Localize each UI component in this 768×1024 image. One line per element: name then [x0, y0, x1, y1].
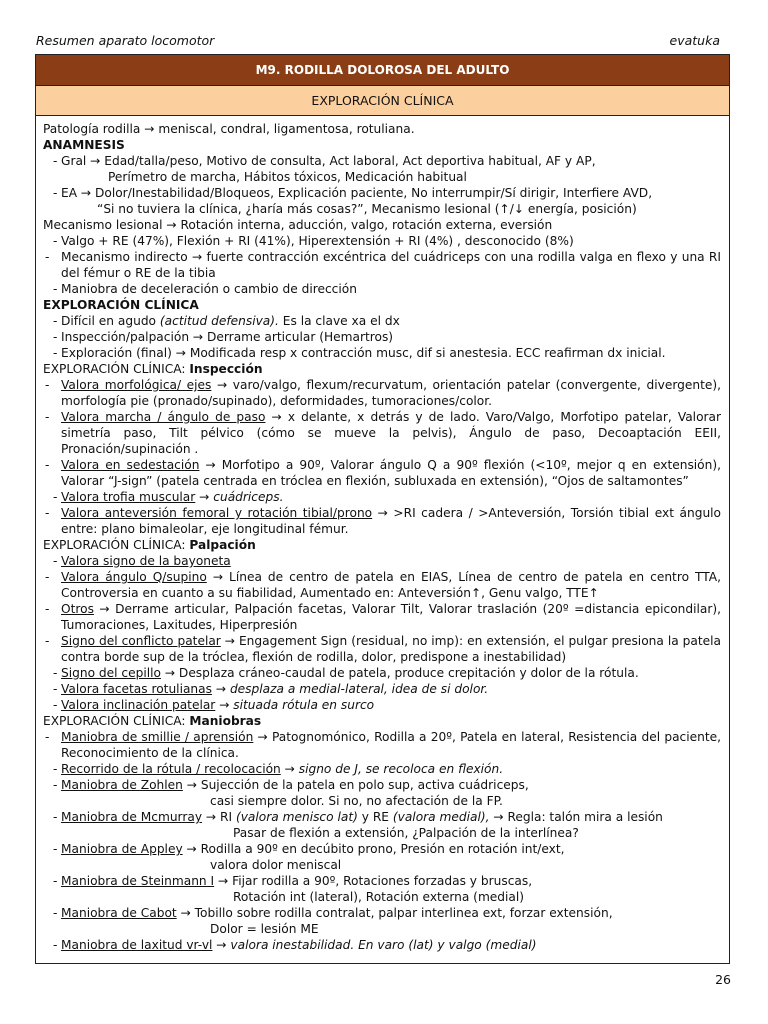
list-item: - Difícil en agudo (actitud defensiva). Es la clave xa el dx: [53, 314, 400, 328]
list-item: - Maniobra de laxitud vr-vl → valora inestabilidad. En varo (lat) y valgo (medial): [53, 938, 537, 952]
list-item: - Gral → Edad/talla/peso, Motivo de consulta, Act laboral, Act deportiva habitual, AF y AP,: [53, 154, 596, 168]
list-item: - Valora ángulo Q/supino → Línea de centro de patela en EIAS, Línea de centro de patela en centro TTA, Controversia en cuanto a su fiabilidad, Aumentado en: Anteversión↑, Genu valgo, TTE↑: [45, 570, 721, 600]
list-item: - Inspección/palpación → Derrame articular (Hemartros): [53, 330, 394, 344]
heading-anamnesis: ANAMNESIS: [43, 138, 125, 152]
list-item: - Valora anteversión femoral y rotación tibial/prono → >RI cadera / >Anteversión, Torsión tibial ext ángulo entre: plano bimaleolar, eje longitudinal fémur.: [45, 506, 722, 536]
list-item: - Maniobra de Appley → Rodilla a 90º en decúbito prono, Presión en rotación int/ext,: [53, 842, 565, 856]
section-subtitle: EXPLORACIÓN CLÍNICA: [36, 86, 729, 116]
list-item: - Valora marcha / ángulo de paso → x delante, x detrás y de lado. Varo/Valgo, Morfotipo patelar, Valorar simetría paso, Tilt pélvico (cómo se mueve la pelvis), Ángulo de paso, Decoaptación EEII, Pronación/supinación .: [45, 410, 722, 456]
list-item: - Valora trofia muscular → cuádriceps.: [53, 490, 284, 504]
list-item: - Valgo + RE (47%), Flexión + RI (41%), Hiperextensión + RI (4%) , desconocido (8%): [53, 234, 574, 248]
running-header-author: evatuka: [669, 33, 720, 48]
list-item: - Recorrido de la rótula / recolocación → signo de J, se recoloca en flexión.: [53, 762, 504, 776]
page-number: 26: [715, 972, 731, 987]
list-item-continuation: Rotación int (lateral), Rotación externa (medial): [233, 890, 525, 904]
subheading-palpacion: EXPLORACIÓN CLÍNICA: Palpación: [43, 538, 256, 552]
list-item-continuation: Dolor = lesión ME: [210, 922, 319, 936]
list-item: - Maniobra de Mcmurray → RI (valora menisco lat) y RE (valora medial), → Regla: talón mira a lesión: [53, 810, 663, 824]
list-item-continuation: Perímetro de marcha, Hábitos tóxicos, Medicación habitual: [108, 170, 467, 184]
intro-line: Patología rodilla → meniscal, condral, ligamentosa, rotuliana.: [43, 122, 415, 136]
list-item-continuation: “Si no tuviera la clínica, ¿haría más cosas?”, Mecanismo lesional (↑/↓ energía, posición): [97, 202, 637, 216]
list-item-continuation: valora dolor meniscal: [210, 858, 342, 872]
subheading-inspeccion: EXPLORACIÓN CLÍNICA: Inspección: [43, 362, 263, 376]
running-header-title: Resumen aparato locomotor: [36, 33, 215, 48]
list-item: - EA → Dolor/Inestabilidad/Bloqueos, Explicación paciente, No interrumpir/Sí dirigir, Interfiere AVD,: [53, 186, 653, 200]
list-item: - Maniobra de Zohlen → Sujección de la patela en polo sup, activa cuádriceps,: [53, 778, 529, 792]
section-body: [36, 116, 729, 953]
heading-exploracion: EXPLORACIÓN CLÍNICA: [43, 298, 199, 312]
list-item: - Exploración (final) → Modificada resp x contracción musc, dif si anestesia. ECC reafirman dx inicial.: [53, 346, 666, 360]
list-item: - Mecanismo indirecto → fuerte contracción excéntrica del cuádriceps con una rodilla valga en flexo y una RI del fémur o RE de la tibia: [45, 250, 721, 280]
list-item: - Maniobra de smillie / aprensión → Patognomónico, Rodilla a 20º, Patela en lateral, Resistencia del paciente, Reconocimiento de la clínica.: [45, 730, 721, 760]
list-item: - Maniobra de Cabot → Tobillo sobre rodilla contralat, palpar interlinea ext, forzar extensión,: [53, 906, 613, 920]
text-line: Mecanismo lesional → Rotación interna, aducción, valgo, rotación externa, eversión: [43, 218, 553, 232]
section-title: M9. RODILLA DOLOROSA DEL ADULTO: [36, 55, 729, 86]
list-item-continuation: Pasar de flexión a extensión, ¿Palpación de la interlínea?: [233, 826, 579, 840]
list-item: - Maniobra de deceleración o cambio de dirección: [53, 282, 357, 296]
list-item: - Valora signo de la bayoneta: [53, 554, 231, 568]
list-item: - Maniobra de Steinmann I → Fijar rodilla a 90º, Rotaciones forzadas y bruscas,: [53, 874, 533, 888]
list-item: - Signo del conflicto patelar → Engagement Sign (residual, no imp): en extensión, el pulgar presiona la patela contra borde sup de la tróclea, flexión de rodilla, dolor, predispone a inestabilidad): [45, 634, 721, 664]
list-item: - Otros → Derrame articular, Palpación facetas, Valorar Tilt, Valorar traslación (20º =distancia epicondilar), Tumoraciones, Laxitudes, Hiperpresión: [45, 602, 722, 632]
list-item: - Valora morfológica/ ejes → varo/valgo, flexum/recurvatum, orientación patelar (convergente, divergente), morfología pie (pronado/supinado), deformidades, tumoraciones/color.: [45, 378, 721, 408]
list-item: - Signo del cepillo → Desplaza cráneo-caudal de patela, produce crepitación y dolor de la rótula.: [53, 666, 639, 680]
list-item-continuation: casi siempre dolor. Si no, no afectación de la FP.: [210, 794, 503, 808]
subheading-maniobras: EXPLORACIÓN CLÍNICA: Maniobras: [43, 714, 262, 728]
list-item: - Valora en sedestación → Morfotipo a 90º, Valorar ángulo Q a 90º flexión (<10º, mejor q en extensión), Valorar “J-sign” (patela centrada en tróclea en flexión, subluxada en extensión), “Ojos de saltamontes”: [45, 458, 721, 488]
list-item: - Valora facetas rotulianas → desplaza a medial-lateral, idea de si dolor.: [53, 682, 489, 696]
list-item: - Valora inclinación patelar → situada rótula en surco: [53, 698, 375, 712]
content-box: [35, 54, 730, 964]
